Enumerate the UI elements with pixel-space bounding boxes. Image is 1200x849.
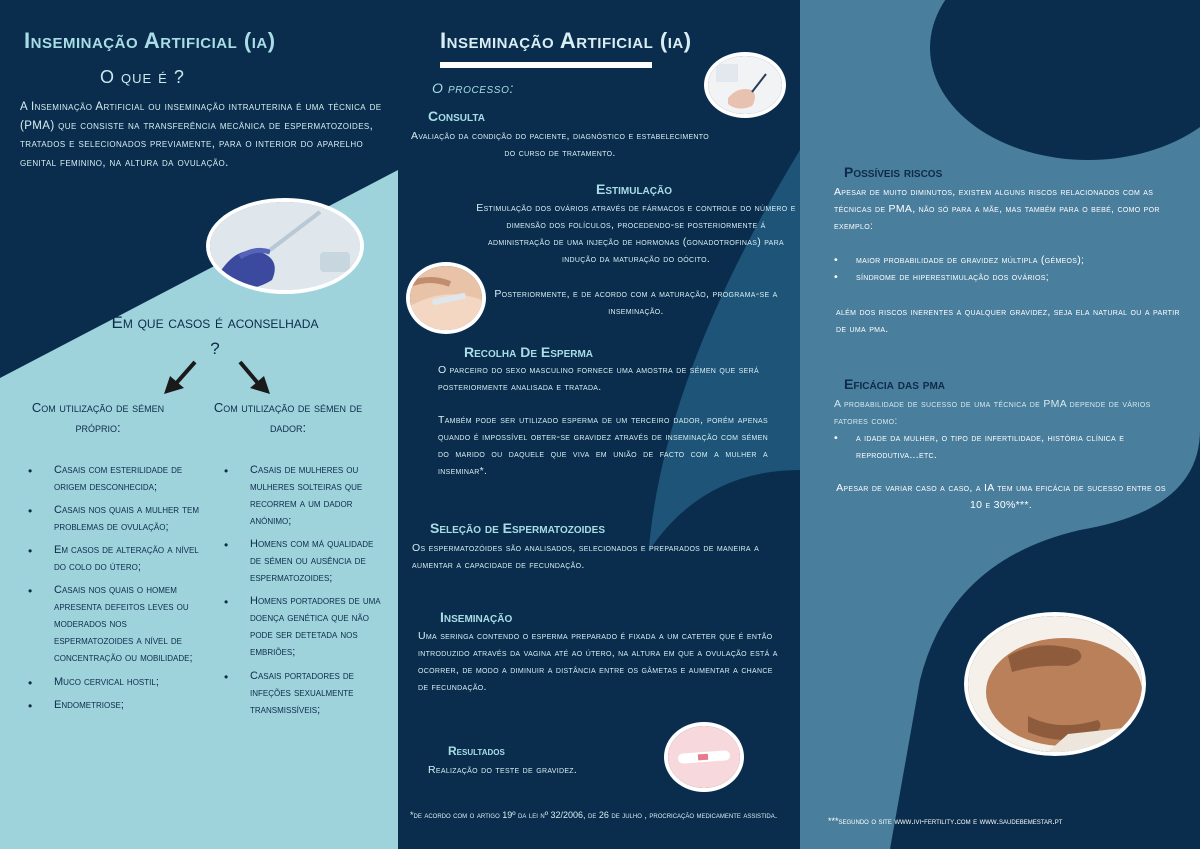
list-item: • Homens com má qualidade de sémen ou ausência de espermatozoides; [236,536,386,587]
own-semen-list [40,462,204,720]
donor-semen-heading: Com utilização de sémen de dador: [213,400,363,435]
consulta-heading: Consulta [428,108,485,124]
what-is-heading: O que é ? [100,67,185,87]
risks-list [834,252,1194,286]
efficacy-list [834,430,1164,464]
efficacy-text: A probabilidade de sucesso de uma técnica de PMA depende de vários fatores como: [834,398,1151,427]
list-item: • Casais portadores de infeções sexualmente transmissíveis; [236,668,386,719]
when-advised-heading: Em que casos é aconselhada ? [111,313,319,358]
risks-after-text: além dos riscos inerentes a qualquer gravidez, seja ela natural ou a partir de uma pma. [836,306,1180,335]
resultados-text: Realização do teste de gravidez. [428,764,578,776]
list-item: • síndrome de hiperestimulação dos ovários; [834,269,1194,286]
estimulacao-text: Estimulação dos ovários através de fármacos e controle do número e dimensão dos folículos, procedendo-se posteriormente á administração de uma injeção de hormonas (gonadotrofinas) para indução da maturação do oócito. [476,202,796,265]
list-item: • a idade da mulher, o tipo de infertilidade, história clínica e reprodutiva...etc. [834,430,1164,464]
injection-belly-photo [406,262,486,334]
pregnancy-test-photo [664,722,744,792]
recolha-text-2: Também pode ser utilizado esperma de um terceiro dador, porém apenas quando é impossível obter-se gravidez através de inseminação com sémen do marido ou daquele que viva em união de facto com a mulher a inseminar*. [438,414,768,477]
list-item: • Endometriose; [40,697,204,714]
title-underline [440,62,652,68]
efficacy-heading: Eficácia das pma [844,376,946,392]
risks-text: Apesar de muito diminutos, existem alguns riscos relacionados com as técnicas de PMA, não só para a mãe, mas também para o bebé, como por exemplo: [834,186,1160,232]
recolha-text: O parceiro do sexo masculino fornece uma amostra de sémen que será posteriormente analisada e tratada. [438,364,759,393]
list-item: • Em casos de alteração a nível do colo do útero; [40,542,204,576]
panel-risks-efficacy [800,0,1200,849]
source-note: ***segundo o site www.ivi-fertility.com e www.saudebemestar.pt [828,816,1063,826]
estimulacao-heading: Estimulação [596,181,672,197]
selecao-heading: Seleção de Espermatozoides [430,520,605,536]
panel-process [398,0,800,849]
panel1-title: Inseminação Artificial (ia) [24,28,276,53]
risks-heading: Possíveis riscos [844,164,943,180]
legal-footnote: *de acordo com o artigo 19º da lei nº 32/2006, de 26 de julho , procricação medicamente assistida. [410,810,778,820]
resultados-heading: Resultados [448,744,505,758]
panel-what-is [0,0,398,849]
doctor-writing-photo [704,52,786,118]
list-item: • Casais de mulheres ou mulheres solteiras que recorrem a um dador anónimo; [236,462,386,530]
list-item: • Casais com esterilidade de origem desconhecida; [40,462,204,496]
list-item: • maior probabilidade de gravidez múltipla (gémeos); [834,252,1194,269]
inseminacao-text: Uma seringa contendo o esperma preparado é fixada a um cateter que é então introduzido através da vagina até ao útero, na altura em que a ovulação está a ocorrer, de modo a diminuir a distância entre os gâmetas e aumentar a chance de fecundação. [418,630,778,693]
selecao-text: Os espermatozóides são analisados, selecionados e preparados de maneira a aumentar a capacidade de fecundação. [412,542,760,571]
intro-paragraph: A Inseminação Artificial ou inseminação intrauterina é uma técnica de (PMA) que consiste na transferência mecânica de espermatozoides, tratados e selecionados previamente, para o interior do aparelho genital feminino, na altura da ovulação. [20,101,382,169]
estimulacao-text-2: Posteriormente, e de acordo com a maturação, programa-se a inseminação. [494,288,778,317]
panel2-title: Inseminação Artificial (ia) [440,28,692,53]
inseminacao-heading: Inseminação [440,609,513,625]
list-item: • Casais nos quais a mulher tem problemas de ovulação; [40,502,204,536]
list-item: • Casais nos quais o homem apresenta defeitos leves ou moderados nos espermatozoides a nível de concentração ou mobilidade; [40,582,204,667]
list-item: • Muco cervical hostil; [40,674,204,691]
own-semen-heading: Com utilização de sémen próprio: [31,400,165,435]
consulta-text: Avaliação da condição do paciente, diagnóstico e estabelecimento do curso de tratamento. [411,130,709,159]
process-heading: O processo: [432,80,514,96]
donor-semen-list [236,462,386,725]
pregnant-belly-photo [964,612,1146,756]
list-item: • Homens portadores de uma doença genética que não pode ser detetada nos embriões; [236,593,386,661]
efficacy-after-text: Apesar de variar caso a caso, a IA tem uma eficácia de sucesso entre os 10 e 30%***. [836,482,1166,511]
gloved-hand-pipette-photo [206,198,364,294]
recolha-heading: Recolha De Esperma [464,344,594,360]
